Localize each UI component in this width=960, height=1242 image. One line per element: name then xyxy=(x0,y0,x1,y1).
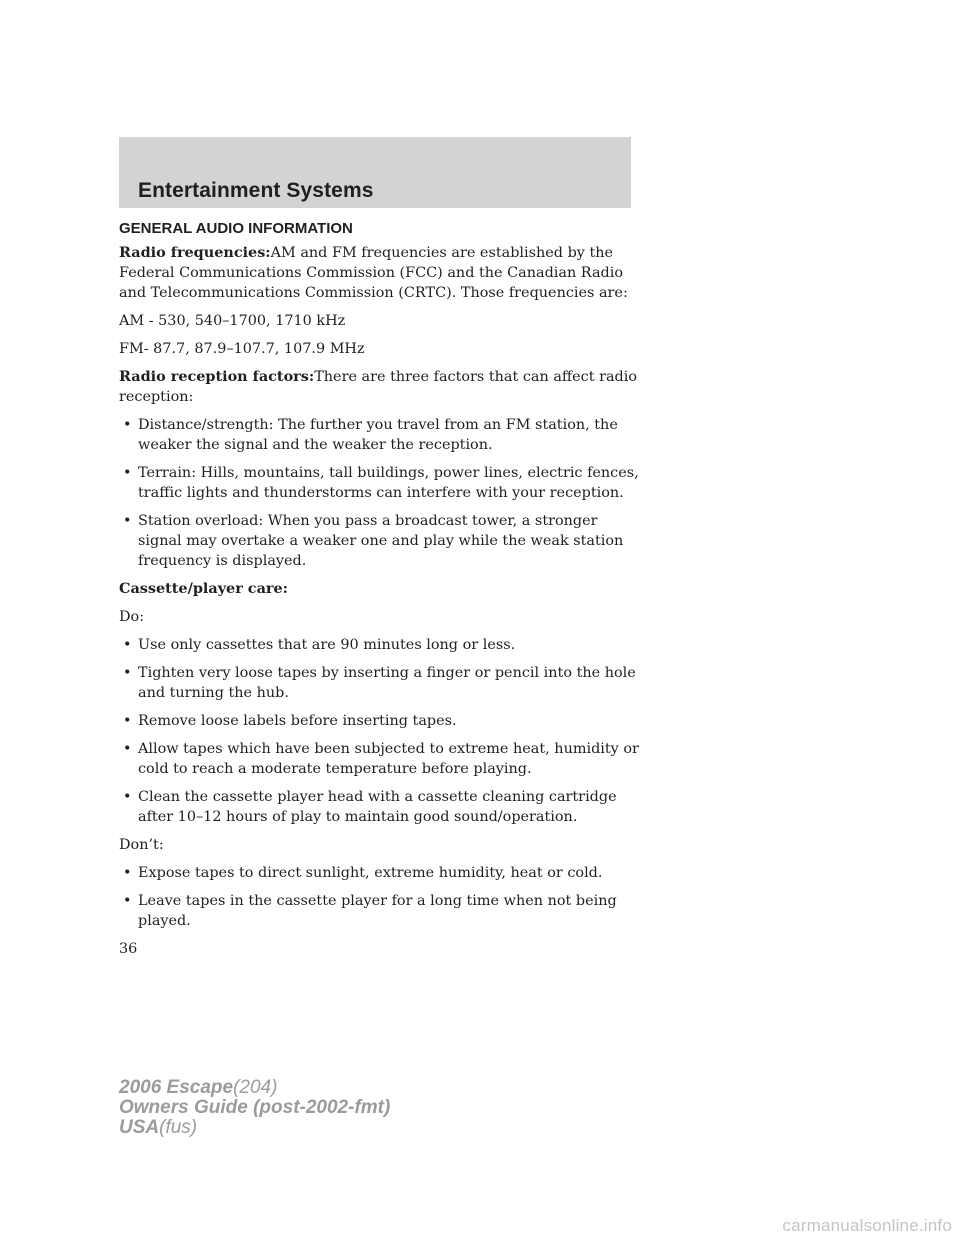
reception-factors-text: There are three factors that can affect radio reception: xyxy=(119,369,638,405)
cassette-care-heading xyxy=(119,579,639,599)
list-item xyxy=(119,787,639,827)
reception-factors-label: Radio reception factors: xyxy=(119,368,315,385)
list-item-text: Clean the cassette player head with a cassette cleaning cartridge after 10–12 hours of play to maintain good sound/operation. xyxy=(138,789,617,825)
list-item xyxy=(119,635,639,655)
dont-label: Don’t: xyxy=(119,837,164,853)
footer-line-market xyxy=(119,1118,390,1138)
radio-frequencies-label: Radio frequencies: xyxy=(119,244,271,261)
footer-market-code: (fus) xyxy=(159,1117,198,1138)
section-header-title: Entertainment Systems xyxy=(138,179,374,202)
radio-frequencies-text: AM and FM frequencies are established by the Federal Communications Commission (FCC) and the Canadian Radio and Telecommunications Commission (CRTC). Those frequencies are: xyxy=(119,245,628,301)
watermark-text: carmanualsonline.info xyxy=(782,1216,952,1235)
bullet-icon: • xyxy=(123,417,132,433)
bullet-icon: • xyxy=(123,665,132,681)
section-heading: GENERAL AUDIO INFORMATION xyxy=(119,220,353,237)
list-item-text: Use only cassettes that are 90 minutes long or less. xyxy=(138,637,516,653)
list-item-text: Expose tapes to direct sunlight, extreme humidity, heat or cold. xyxy=(138,865,603,881)
list-item xyxy=(119,463,639,503)
list-item-text: Tighten very loose tapes by inserting a finger or pencil into the hole and turning the hub. xyxy=(138,665,636,701)
footer-market-name: USA xyxy=(119,1117,160,1138)
footer-line-model xyxy=(119,1078,390,1098)
bullet-icon: • xyxy=(123,637,132,653)
document-footer xyxy=(119,1078,390,1138)
footer-guide-name: Owners Guide (post-2002-fmt) xyxy=(119,1097,391,1118)
reception-factors-paragraph xyxy=(119,367,639,407)
footer-model-name: 2006 Escape xyxy=(119,1077,234,1098)
bullet-icon: • xyxy=(123,789,132,805)
footer-line-guide xyxy=(119,1098,390,1118)
list-item xyxy=(119,511,639,571)
bullet-icon: • xyxy=(123,513,132,529)
do-label: Do: xyxy=(119,609,145,625)
am-frequency-line: AM - 530, 540–1700, 1710 kHz xyxy=(119,313,346,329)
list-item-text: Remove loose labels before inserting tapes. xyxy=(138,713,457,729)
bullet-icon: • xyxy=(123,741,132,757)
list-item-text: Station overload: When you pass a broadcast tower, a stronger signal may overtake a weaker one and play while the weak station frequency is displayed. xyxy=(138,513,624,569)
list-item xyxy=(119,711,639,731)
fm-frequency-line: FM- 87.7, 87.9–107.7, 107.9 MHz xyxy=(119,341,365,357)
bullet-icon: • xyxy=(123,713,132,729)
list-item-text: Distance/strength: The further you travel from an FM station, the weaker the signal and the weaker the reception. xyxy=(138,417,618,453)
list-item xyxy=(119,863,639,883)
bullet-icon: • xyxy=(123,465,132,481)
list-item-text: Terrain: Hills, mountains, tall buildings, power lines, electric fences, traffic lights and thunderstorms can interfere with your reception. xyxy=(138,465,639,501)
cassette-care-label: Cassette/player care: xyxy=(119,580,288,597)
list-item xyxy=(119,891,639,931)
list-item-text: Leave tapes in the cassette player for a long time when not being played. xyxy=(138,893,617,929)
bullet-icon: • xyxy=(123,865,132,881)
list-item xyxy=(119,739,639,779)
page-number: 36 xyxy=(119,941,138,957)
list-item-text: Allow tapes which have been subjected to extreme heat, humidity or cold to reach a moderate temperature before playing. xyxy=(138,741,639,777)
bullet-icon: • xyxy=(123,893,132,909)
section-header-band xyxy=(119,137,631,208)
radio-frequencies-paragraph xyxy=(119,243,639,303)
footer-model-code: (204) xyxy=(233,1077,278,1098)
list-item xyxy=(119,415,639,455)
list-item xyxy=(119,663,639,703)
page-content xyxy=(119,219,639,939)
